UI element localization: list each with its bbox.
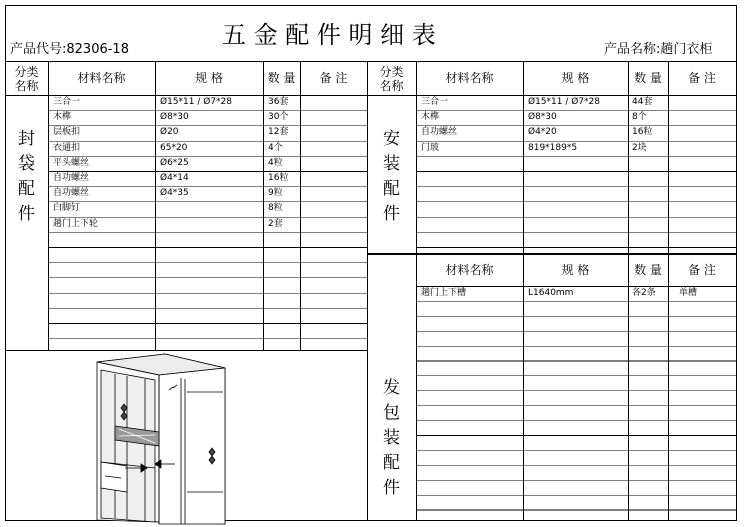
page-title: 五 金 配 件 明 细 表 [222,21,436,49]
column-header-category-right: 分类 名称 [379,65,404,93]
cell-spec: Ø8*30 [160,112,189,123]
packing-header-material: 材料名称 [445,263,494,277]
cell-qty: 各2条 [632,288,656,298]
cell-name: 木榫 [53,112,72,123]
cell-qty: 16粒 [632,127,653,138]
cell-name: 门玻 [421,142,440,153]
cell-spec: Ø20 [160,127,179,138]
packing-header-qty: 数 量 [634,263,662,277]
column-header-spec-right: 规 格 [561,71,590,85]
cell-name: 趟门上下槽 [421,288,467,298]
cell-spec: L1640mm [528,288,574,298]
cell-spec: Ø6*25 [160,157,189,168]
cell-name: 自功螺丝 [421,127,458,138]
cell-qty: 16粒 [268,173,289,183]
packing-header-note: 备 注 [688,263,716,277]
cell-qty: 30个 [268,112,289,123]
cell-name: 层板扣 [53,127,81,138]
cell-name: 趟门上下轮 [53,218,99,229]
column-header-qty-right: 数 量 [634,71,662,85]
product-code: 产品代号:82306-18 [10,42,129,57]
cell-spec: Ø4*20 [528,127,557,138]
column-header-spec: 规 格 [195,71,223,85]
cell-name: 衣通扣 [53,142,81,153]
cell-qty: 8个 [632,112,647,123]
column-header-category: 分类 名称 [14,65,39,93]
packing-header-spec: 规 格 [561,263,590,277]
column-header-qty: 数 量 [267,71,296,85]
cell-qty: 4个 [268,142,283,153]
product-name: 产品名称:趟门衣柜 [604,42,713,57]
cell-qty: 9粒 [268,188,283,199]
cell-qty: 4粒 [268,157,283,168]
cell-name: 自功螺丝 [53,188,90,199]
column-header-note: 备 注 [319,71,348,85]
cell-name: 三合一 [421,97,449,107]
cell-qty: 44套 [632,97,653,107]
cell-qty: 36套 [268,97,289,107]
cell-qty: 2套 [268,218,283,229]
section-label-bag: 封 袋 配 件 [18,129,35,224]
cell-spec: 65*20 [160,142,188,153]
cell-name: 平头螺丝 [53,157,90,168]
section-label-packing: 发 包 装 配 件 [383,378,400,498]
column-header-material: 材料名称 [77,71,126,85]
cell-note: 单槽 [679,288,698,298]
cell-name: 白脚钉 [53,203,81,214]
column-header-note-right: 备 注 [688,71,716,85]
cell-name: 木榫 [421,112,440,123]
cell-name: 三合一 [53,97,81,107]
cell-spec: Ø4*14 [160,173,189,183]
cell-spec: Ø8*30 [528,112,557,123]
cell-name: 自功螺丝 [53,173,90,183]
cell-qty: 12套 [268,127,289,138]
section-label-install: 安 装 配 件 [383,129,400,224]
cell-spec: Ø15*11 / Ø7*28 [160,97,233,107]
cell-spec: 819*189*5 [528,142,578,153]
cell-qty: 2块 [632,142,647,153]
cell-spec: Ø15*11 / Ø7*28 [528,97,601,107]
cell-qty: 8粒 [268,203,283,214]
column-header-material-right: 材料名称 [445,71,494,85]
cell-spec: Ø4*35 [160,188,189,199]
wardrobe-illustration [85,352,245,527]
